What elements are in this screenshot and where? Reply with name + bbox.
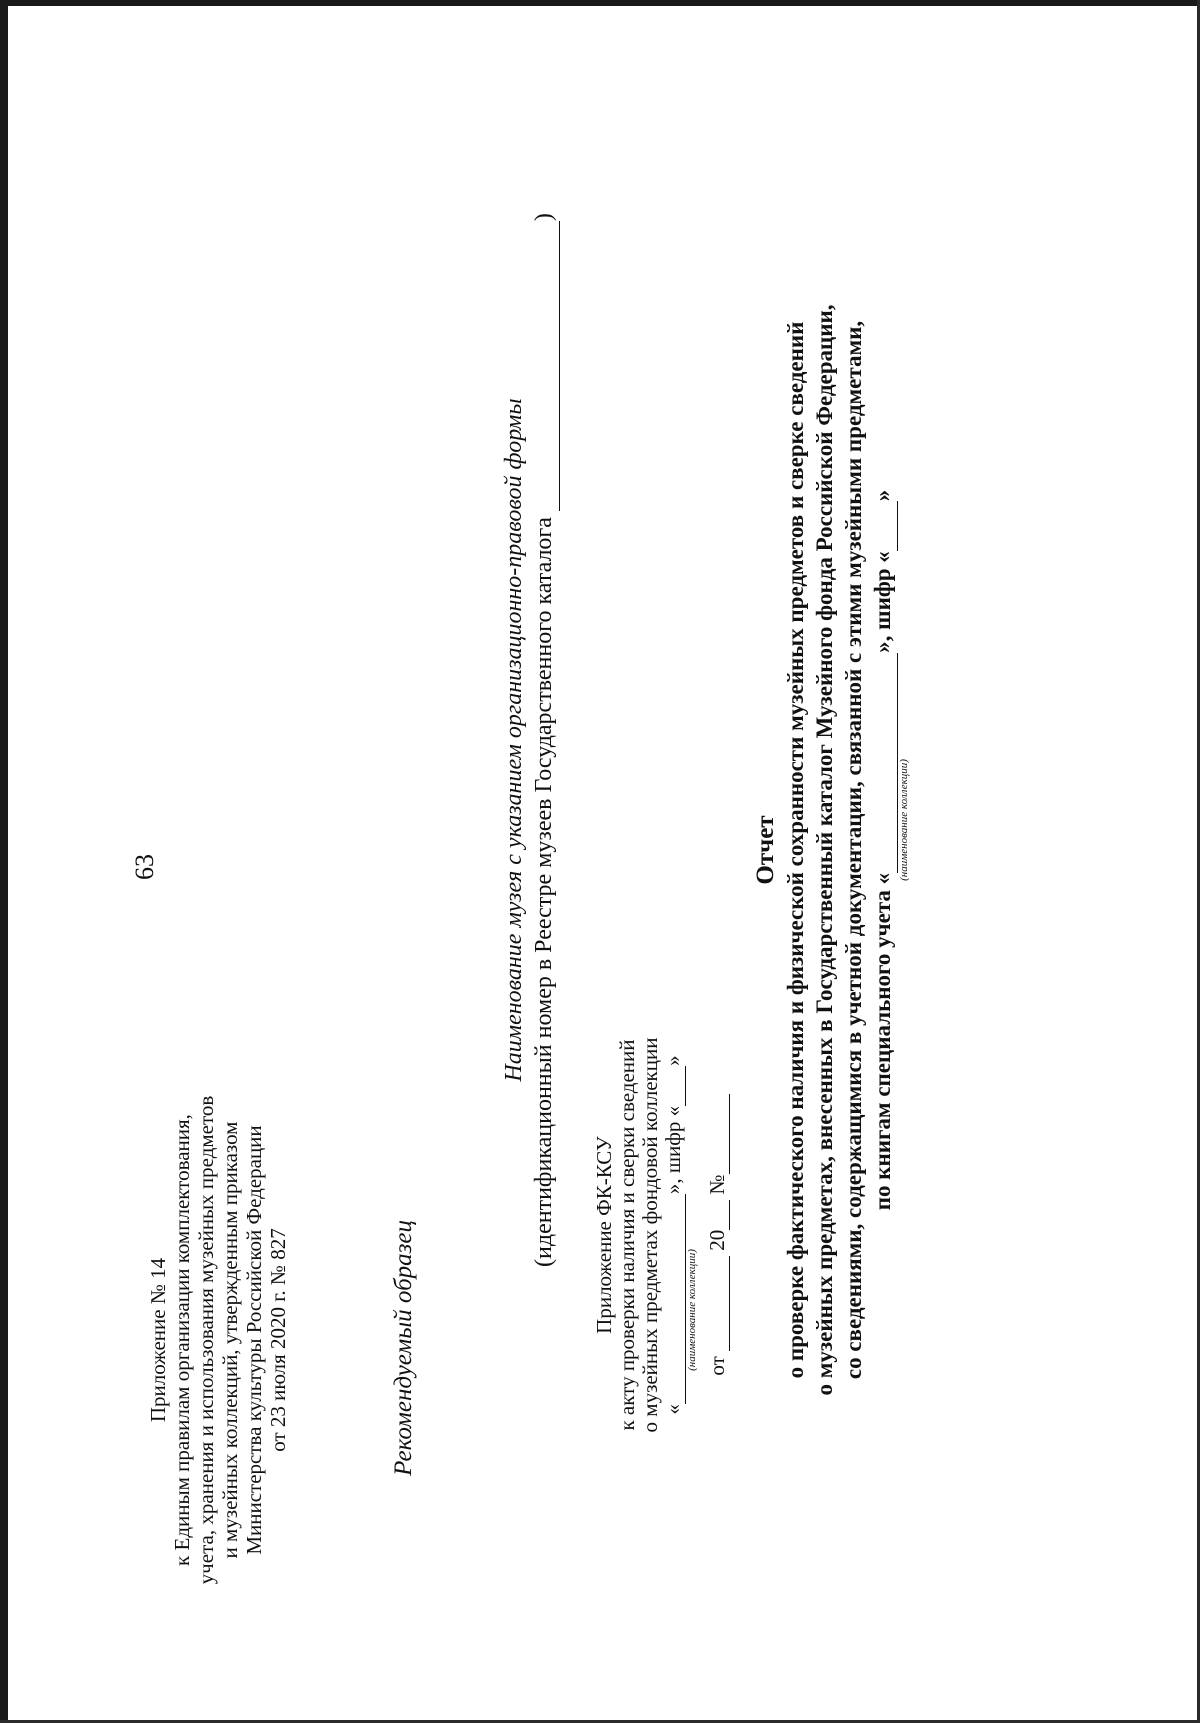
appendix-line: учета, хранения и использования музейных предметов	[194, 1095, 218, 1585]
quote-close: »	[661, 1055, 685, 1066]
appendix-line: от 23 июля 2020 г. № 827	[266, 1228, 290, 1452]
museum-name-caption: Наименование музея с указанием организационно-правовой формы	[501, 398, 527, 1082]
cipher-text: », шифр «	[661, 1105, 685, 1195]
report-quote-close: »	[870, 489, 895, 502]
report-collection-caption: (наименование коллекции)	[898, 759, 910, 881]
year-blank[interactable]	[706, 1200, 730, 1230]
special-books-prefix: по книгам специального учета «	[870, 872, 895, 1211]
report-line: о музейных предметах, внесенных в Государственный каталог Музейного фонда Российской Федерации,	[812, 304, 837, 1396]
report-heading: Отчет	[752, 815, 779, 885]
fk-collection-line	[662, 1015, 686, 1455]
date-prefix: от	[705, 1356, 729, 1376]
quote-open: «	[661, 1404, 685, 1415]
fk-date-line	[706, 1015, 730, 1455]
appendix-line: и музейных коллекций, утвержденным приказом	[218, 1121, 242, 1559]
fk-ksu-appendix	[593, 1015, 730, 1455]
page-number: 63	[130, 854, 159, 880]
report-line: о проверке фактического наличия и физической сохранности музейных предметов и сверке сведений	[783, 321, 808, 1379]
number-sign: №	[705, 1174, 729, 1195]
registry-suffix: )	[531, 213, 557, 222]
fk-line-3: о музейных предметах фондовой коллекции	[638, 1037, 662, 1433]
registry-prefix: (идентификационный номер в Реестре музеев Государственного каталога	[531, 517, 557, 1267]
registry-number-line	[529, 190, 560, 1290]
date-blank[interactable]	[706, 1256, 730, 1351]
report-cipher-blank[interactable]	[868, 501, 898, 551]
registry-number-blank[interactable]	[529, 221, 560, 511]
collection-caption: (наименование коллекции)	[686, 1249, 698, 1371]
appendix-line: к Единым правилам организации комплектования,	[170, 1114, 194, 1566]
fk-line-title: Приложение ФК-КСУ	[592, 1136, 616, 1334]
appendix-line: Министерства культуры Российской Федерации	[242, 1125, 266, 1555]
recommended-sample: Рекомендуемый образец	[390, 1220, 417, 1476]
report-collection-blank[interactable]	[868, 653, 898, 873]
report-title-block	[751, 150, 910, 1550]
report-line: со сведениями, содержащимися в учетной документации, связанной с этими музейными предметами,	[841, 320, 866, 1380]
report-last-line	[868, 150, 898, 1550]
fk-line-2: к акту проверки наличия и сверки сведений	[615, 1039, 639, 1431]
date-year: 20	[705, 1229, 729, 1251]
number-blank[interactable]	[706, 1094, 730, 1174]
museum-block	[499, 190, 560, 1290]
appendix-header	[146, 1090, 290, 1590]
collection-name-blank[interactable]	[662, 1194, 686, 1404]
cipher-blank[interactable]	[662, 1066, 686, 1106]
report-cipher-text: », шифр «	[870, 551, 895, 653]
appendix-line: Приложение № 14	[146, 1257, 170, 1423]
